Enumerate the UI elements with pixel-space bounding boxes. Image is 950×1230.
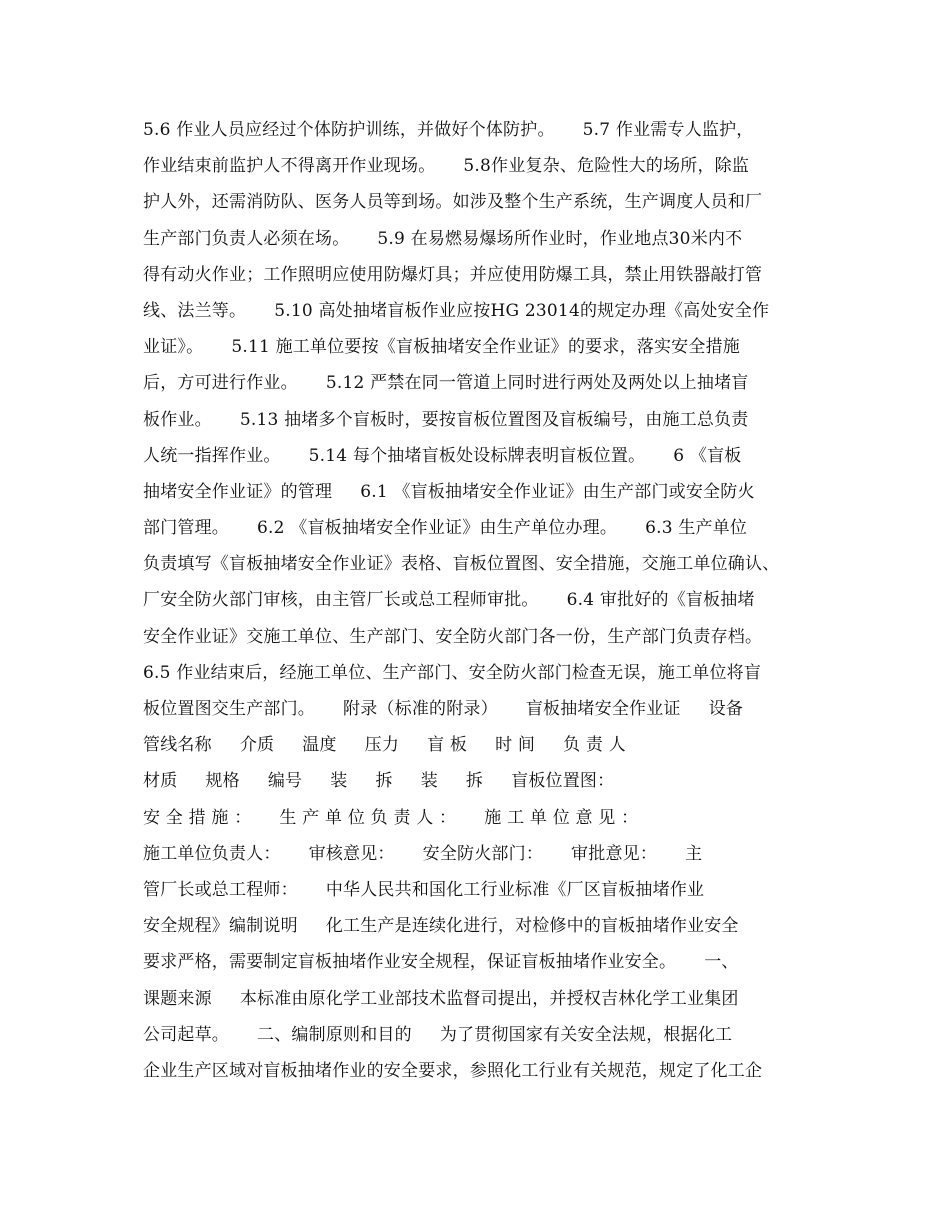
text-line: 生产部门负责人必须在场。 5.9 在易燃易爆场所作业时，作业地点30米内不	[143, 228, 743, 249]
text-line: 安全作业证》交施工单位、生产部门、安全防火部门各一份，生产部门负责存档。	[143, 626, 763, 647]
text-line: 要求严格，需要制定盲板抽堵作业安全规程，保证盲板抽堵作业安全。 一、	[143, 952, 739, 973]
text-line: 作业结束前监护人不得离开作业现场。 5.8作业复杂、危险性大的场所，除监	[143, 156, 750, 177]
text-line: 施工单位负责人： 审核意见： 安全防火部门： 审批意见： 主	[143, 843, 703, 864]
text-line: 管厂长或总工程师： 中华人民共和国化工行业标准《厂区盲板抽堵作业	[143, 879, 705, 900]
text-line: 人统一指挥作业。 5.14 每个抽堵盲板处设标牌表明盲板位置。 6 《盲板	[143, 445, 742, 466]
text-line: 课题来源 本标准由原化学工业部技术监督司提出，并授权吉林化学工业集团	[143, 988, 739, 1009]
text-line: 材质 规格 编号 装 拆 装 拆 盲板位置图：	[143, 771, 615, 792]
text-line: 公司起草。 二、编制原则和目的 为了贯彻国家有关安全法规，根据化工	[143, 1024, 733, 1045]
text-line: 业证》。 5.11 施工单位要按《盲板抽堵安全作业证》的要求，落实安全措施	[143, 337, 740, 358]
text-line: 6.5 作业结束后，经施工单位、生产部门、安全防火部门检查无误，施工单位将盲	[143, 662, 762, 683]
text-line: 负责填写《盲板抽堵安全作业证》表格、盲板位置图、安全措施，交施工单位确认、	[143, 554, 780, 575]
text-line: 线、法兰等。 5.10 高处抽堵盲板作业应按HG 23014的规定办理《高处安全作	[143, 300, 770, 321]
text-line: 抽堵安全作业证》的管理 6.1 《盲板抽堵安全作业证》由生产部门或安全防火	[143, 481, 755, 502]
text-line: 板作业。 5.13 抽堵多个盲板时，要按盲板位置图及盲板编号，由施工总负责	[143, 409, 749, 430]
text-line: 安全规程》编制说明 化工生产是连续化进行，对检修中的盲板抽堵作业安全	[143, 916, 739, 937]
text-line: 部门管理。 6.2 《盲板抽堵安全作业证》由生产单位办理。 6.3 生产单位	[143, 518, 748, 539]
text-line: 厂安全防火部门审核，由主管厂长或总工程师审批。 6.4 审批好的《盲板抽堵	[143, 590, 755, 611]
text-line: 管线名称 介质 温度 压力 盲 板 时 间 负 责 人	[143, 735, 626, 756]
text-line: 企业生产区域对盲板抽堵作业的安全要求，参照化工行业有关规范，规定了化工企	[143, 1060, 763, 1081]
text-line: 安 全 措 施 ： 生 产 单 位 负 责 人 ： 施 工 单 位 意 见 ：	[143, 807, 639, 828]
document-body	[143, 112, 823, 1089]
text-line: 5.6 作业人员应经过个体防护训练，并做好个体防护。 5.7 作业需专人监护，	[143, 120, 754, 140]
text-line: 后，方可进行作业。 5.12 严禁在同一管道上同时进行两处及两处以上抽堵盲	[143, 373, 749, 394]
text-line: 板位置图交生产部门。 附录（标准的附录） 盲板抽堵安全作业证 设备	[143, 699, 744, 719]
text-line: 护人外，还需消防队、医务人员等到场。如涉及整个生产系统，生产调度人员和厂	[143, 192, 763, 213]
text-line: 得有动火作业；工作照明应使用防爆灯具；并应使用防爆工具，禁止用铁器敲打管	[143, 264, 763, 285]
